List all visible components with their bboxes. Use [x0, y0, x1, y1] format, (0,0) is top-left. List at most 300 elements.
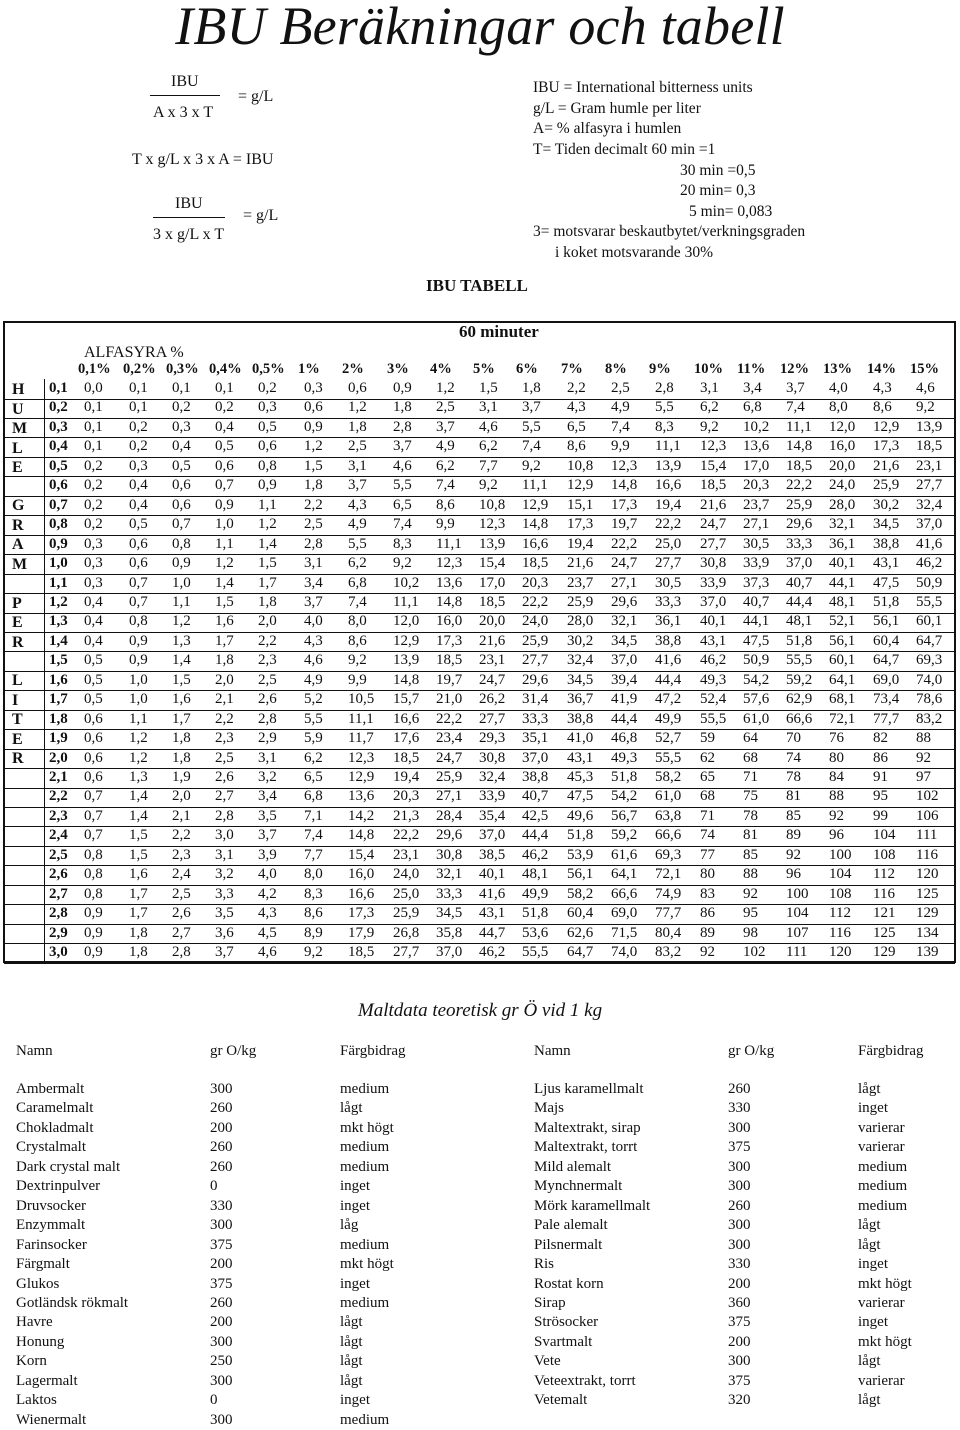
- ibu-table-title: IBU TABELL: [426, 276, 528, 295]
- ibu-cell: 0,8: [172, 535, 191, 552]
- ibu-cell: 0,6: [84, 710, 103, 727]
- ibu-cell: 0,6: [172, 477, 191, 494]
- ibu-cell: 0,8: [129, 613, 148, 630]
- ibu-cell: 61,0: [655, 788, 682, 805]
- ibu-cell: 2,3: [172, 846, 191, 863]
- ibu-cell: 78,6: [916, 691, 943, 708]
- ibu-cell: 3,4: [304, 574, 323, 591]
- ibu-cell: 25,0: [655, 535, 682, 552]
- ibu-cell: 56,1: [829, 632, 856, 649]
- ibu-cell: 38,8: [655, 632, 682, 649]
- ibu-cell: 0,3: [172, 418, 191, 435]
- ibu-cell: 92: [916, 749, 931, 766]
- ibu-cell: 53,9: [567, 846, 594, 863]
- malt-color: inget: [340, 1275, 370, 1292]
- ibu-cell: 74,9: [655, 885, 682, 902]
- malt-gravity: 250: [210, 1353, 233, 1370]
- malt-name: Sirap: [534, 1294, 566, 1311]
- malt-gravity: 360: [728, 1294, 751, 1311]
- ibu-cell: 64,7: [916, 632, 943, 649]
- ibu-cell: 41,0: [567, 730, 594, 747]
- malt-color: mkt högt: [340, 1256, 394, 1273]
- malt-color: varierar: [858, 1119, 905, 1136]
- ibu-cell: 38,8: [567, 710, 594, 727]
- malt-color: medium: [340, 1139, 390, 1156]
- ibu-cell: 0,6: [215, 457, 234, 474]
- ibu-cell: 17,3: [611, 496, 638, 513]
- malt-color: inget: [858, 1314, 888, 1331]
- ibu-cell: 21,0: [436, 691, 463, 708]
- malt-gravity: 300: [210, 1372, 233, 1389]
- ibu-cell: 125: [916, 885, 939, 902]
- ibu-cell: 27,1: [436, 788, 463, 805]
- malt-name: Ris: [534, 1256, 555, 1273]
- ibu-cell: 55,5: [655, 749, 682, 766]
- ibu-cell: 22,2: [393, 827, 420, 844]
- ibu-cell: 27,7: [479, 710, 506, 727]
- ibu-cell: 18,5: [436, 652, 463, 669]
- table-row: [4, 651, 955, 672]
- ibu-cell: 19,4: [567, 535, 594, 552]
- ibu-cell: 12,9: [522, 496, 549, 513]
- ibu-cell: 18,5: [700, 477, 727, 494]
- alpha-header: 0,3%: [166, 361, 199, 377]
- malt-gravity: 260: [728, 1197, 751, 1214]
- malt-name: Farinsocker: [16, 1236, 87, 1253]
- ibu-cell: 74: [786, 749, 801, 766]
- ibu-cell: 11,1: [436, 535, 462, 552]
- alpha-header: 4%: [430, 361, 452, 377]
- ibu-cell: 62: [700, 749, 715, 766]
- ibu-cell: 16,0: [829, 438, 856, 455]
- ibu-cell: 1,2: [129, 749, 148, 766]
- malt-name: Vetemalt: [534, 1392, 588, 1409]
- ibu-cell: 20,0: [479, 613, 506, 630]
- ibu-cell: 3,1: [479, 399, 498, 416]
- ibu-cell: 44,1: [743, 613, 770, 630]
- legend-line: 3= motsvarar beskautbytet/verkningsgraden: [533, 223, 806, 240]
- ibu-cell: 55,5: [786, 652, 813, 669]
- ibu-cell: 104: [829, 866, 852, 883]
- malt-color: medium: [340, 1081, 390, 1097]
- ibu-cell: 41,9: [611, 691, 638, 708]
- ibu-cell: 2,3: [258, 652, 277, 669]
- ibu-cell: 22,2: [655, 516, 682, 533]
- malt-name: Caramelmalt: [16, 1100, 94, 1117]
- hop-amount-cell: 1,1: [49, 574, 68, 591]
- ibu-cell: 9,2: [479, 477, 498, 494]
- ibu-cell: 8,3: [655, 418, 674, 435]
- ibu-cell: 1,8: [172, 730, 191, 747]
- ibu-cell: 92: [786, 846, 801, 863]
- legend-line: 30 min =0,5: [680, 162, 756, 179]
- ibu-cell: 3,3: [215, 885, 234, 902]
- ibu-cell: 25,9: [873, 477, 900, 494]
- ibu-cell: 0,7: [84, 827, 103, 844]
- formula2: T x g/L x 3 x A = IBU: [132, 151, 274, 168]
- table-row: [4, 379, 955, 400]
- ibu-cell: 83,2: [655, 944, 682, 961]
- ibu-cell: 7,4: [522, 438, 541, 455]
- alpha-header: 15%: [910, 361, 939, 377]
- alpha-header: 13%: [823, 361, 852, 377]
- ibu-cell: 84: [829, 769, 844, 785]
- malt-name: Ljus karamellmalt: [534, 1081, 644, 1097]
- malt-name: Mörk karamellmalt: [534, 1197, 651, 1214]
- ibu-cell: 8,0: [348, 613, 367, 630]
- table-row: [4, 710, 955, 731]
- malt-color: inget: [858, 1256, 888, 1273]
- malt-color: lågt: [340, 1333, 363, 1350]
- ibu-cell: 10,8: [479, 496, 506, 513]
- ibu-cell: 19,7: [611, 516, 638, 533]
- ibu-cell: 1,2: [172, 613, 191, 630]
- ibu-cell: 0,4: [84, 613, 103, 630]
- ibu-cell: 0,1: [84, 418, 103, 435]
- ibu-cell: 2,0: [258, 613, 277, 630]
- ibu-cell: 86: [873, 749, 888, 766]
- ibu-cell: 18,5: [479, 593, 506, 610]
- ibu-cell: 4,5: [258, 924, 277, 941]
- ibu-cell: 32,1: [436, 866, 463, 883]
- ibu-cell: 20,3: [393, 788, 420, 805]
- ibu-cell: 1,5: [258, 555, 277, 572]
- ibu-cell: 60,1: [829, 652, 856, 669]
- ibu-cell: 0,8: [84, 885, 103, 902]
- table-row: [4, 612, 955, 633]
- ibu-cell: 1,8: [129, 944, 148, 961]
- ibu-cell: 8,6: [436, 496, 455, 513]
- ibu-cell: 48,1: [829, 593, 856, 610]
- malt-gravity: 200: [210, 1119, 233, 1136]
- ibu-cell: 59,2: [786, 671, 813, 688]
- ibu-cell: 2,2: [258, 632, 277, 649]
- ibu-cell: 2,5: [172, 885, 191, 902]
- malt-title: Maltdata teoretisk gr Ö vid 1 kg: [357, 1000, 603, 1021]
- ibu-cell: 15,7: [393, 691, 420, 708]
- ibu-cell: 88: [829, 788, 844, 805]
- ibu-cell: 1,2: [258, 516, 277, 533]
- ibu-cell: 0,2: [84, 496, 103, 513]
- ibu-cell: 17,0: [743, 457, 770, 474]
- ibu-cell: 6,5: [304, 769, 323, 785]
- ibu-cell: 33,9: [479, 788, 506, 805]
- ibu-cell: 3,1: [258, 749, 277, 766]
- malt-name: Honung: [16, 1333, 65, 1350]
- ibu-cell: 3,1: [700, 380, 719, 396]
- ibu-cell: 4,0: [258, 866, 277, 883]
- ibu-cell: 10,2: [393, 574, 420, 591]
- ibu-cell: 2,7: [215, 788, 234, 805]
- table-row: [4, 924, 955, 945]
- hop-amount-cell: 1,3: [49, 613, 68, 630]
- ibu-cell: 1,8: [129, 924, 148, 941]
- ibu-cell: 3,7: [436, 418, 455, 435]
- malt-name: Wienermalt: [16, 1411, 87, 1428]
- ibu-cell: 96: [786, 866, 801, 883]
- ibu-cell: 9,2: [304, 944, 323, 961]
- malt-color: lågt: [340, 1100, 363, 1117]
- ibu-cell: 0,9: [84, 905, 103, 922]
- ibu-cell: 14,8: [348, 827, 375, 844]
- ibu-cell: 129: [873, 944, 896, 961]
- legend-line: T= Tiden decimalt 60 min =1: [533, 141, 716, 158]
- ibu-cell: 34,5: [611, 632, 638, 649]
- ibu-cell: 9,2: [700, 418, 719, 435]
- ibu-cell: 15,4: [479, 555, 506, 572]
- malt-gravity: 300: [210, 1333, 233, 1350]
- ibu-cell: 38,8: [522, 769, 549, 785]
- hop-amount-cell: 0,8: [49, 516, 68, 533]
- ibu-cell: 20,3: [522, 574, 549, 591]
- malt-name: Glukos: [16, 1275, 60, 1292]
- ibu-cell: 2,8: [304, 535, 323, 552]
- ibu-cell: 7,4: [304, 827, 323, 844]
- ibu-cell: 31,4: [522, 691, 549, 708]
- ibu-cell: 95: [873, 788, 888, 805]
- ibu-cell: 47,5: [743, 632, 770, 649]
- ibu-cell: 35,4: [479, 807, 506, 824]
- ibu-cell: 63,8: [655, 807, 682, 824]
- malt-column-header: Färgbidrag: [340, 1043, 406, 1059]
- malt-color: inget: [340, 1178, 370, 1195]
- ibu-cell: 12,9: [393, 632, 420, 649]
- ibu-cell: 8,6: [567, 438, 586, 455]
- alpha-header: 0,5%: [252, 361, 285, 377]
- ibu-cell: 16,0: [348, 866, 375, 883]
- formula3-result: = g/L: [243, 207, 279, 224]
- ibu-cell: 4,0: [829, 380, 848, 396]
- table-row: [4, 865, 955, 886]
- ibu-cell: 3,7: [258, 827, 277, 844]
- ibu-cell: 14,8: [436, 593, 463, 610]
- formula1-fraction-bar: [150, 95, 220, 96]
- hop-amount-cell: 2,3: [49, 807, 68, 824]
- ibu-cell: 33,9: [700, 574, 727, 591]
- ibu-cell: 1,1: [172, 593, 191, 610]
- ibu-cell: 17,3: [348, 905, 375, 922]
- ibu-cell: 2,4: [172, 866, 191, 883]
- ibu-cell: 1,8: [215, 652, 234, 669]
- ibu-cell: 32,4: [567, 652, 594, 669]
- formula1-numerator: IBU: [171, 73, 199, 90]
- ibu-cell: 24,7: [436, 749, 463, 766]
- malt-gravity: 300: [728, 1158, 751, 1175]
- ibu-cell: 5,5: [393, 477, 412, 494]
- side-letter: R: [12, 750, 24, 767]
- ibu-cell: 71,5: [611, 924, 638, 941]
- ibu-cell: 32,4: [479, 769, 506, 785]
- ibu-cell: 4,6: [258, 944, 277, 961]
- ibu-cell: 0,2: [172, 399, 191, 416]
- malt-color: lågt: [858, 1081, 881, 1097]
- malt-column-header: gr O/kg: [210, 1043, 257, 1059]
- ibu-cell: 3,1: [215, 846, 234, 863]
- table-row: [4, 826, 955, 847]
- ibu-cell: 0,5: [258, 418, 277, 435]
- ibu-cell: 78: [743, 807, 758, 824]
- ibu-cell: 0,9: [84, 924, 103, 941]
- ibu-cell: 27,7: [393, 944, 420, 961]
- ibu-cell: 134: [916, 924, 939, 941]
- ibu-cell: 54,2: [743, 671, 770, 688]
- ibu-cell: 60,4: [873, 632, 900, 649]
- formula3-fraction-bar: [153, 217, 225, 218]
- ibu-cell: 21,3: [393, 807, 420, 824]
- ibu-cell: 28,4: [436, 807, 463, 824]
- malt-name: Mynchnermalt: [534, 1178, 623, 1195]
- ibu-cell: 98: [743, 924, 758, 941]
- ibu-cell: 51,8: [567, 827, 594, 844]
- ibu-cell: 4,9: [348, 516, 367, 533]
- ibu-cell: 5,2: [304, 691, 323, 708]
- ibu-cell: 7,7: [304, 846, 323, 863]
- hop-amount-cell: 2,7: [49, 885, 68, 902]
- formula1-result: = g/L: [238, 88, 274, 105]
- malt-name: Chokladmalt: [16, 1119, 94, 1136]
- ibu-cell: 0,5: [129, 516, 148, 533]
- ibu-cell: 18,5: [393, 749, 420, 766]
- ibu-cell: 0,3: [304, 380, 323, 396]
- malt-name: Enzymmalt: [16, 1217, 86, 1234]
- ibu-cell: 20,0: [829, 457, 856, 474]
- ibu-cell: 27,1: [611, 574, 638, 591]
- ibu-cell: 8,3: [304, 885, 323, 902]
- ibu-cell: 25,0: [393, 885, 420, 902]
- table-row: [4, 943, 955, 964]
- ibu-cell: 8,3: [393, 535, 412, 552]
- ibu-cell: 2,1: [172, 807, 191, 824]
- ibu-cell: 9,2: [916, 399, 935, 416]
- ibu-cell: 37,3: [743, 574, 770, 591]
- malt-gravity: 260: [210, 1100, 233, 1117]
- ibu-cell: 11,1: [393, 593, 419, 610]
- ibu-cell: 91: [873, 769, 888, 785]
- ibu-cell: 0,6: [258, 438, 277, 455]
- ibu-cell: 5,5: [348, 535, 367, 552]
- malt-color: lågt: [858, 1353, 881, 1370]
- ibu-cell: 72,1: [655, 866, 682, 883]
- malt-color: inget: [340, 1197, 370, 1214]
- ibu-cell: 33,3: [655, 593, 682, 610]
- ibu-cell: 64,7: [873, 652, 900, 669]
- ibu-cell: 18,5: [522, 555, 549, 572]
- ibu-cell: 27,7: [522, 652, 549, 669]
- ibu-cell: 6,2: [700, 399, 719, 416]
- ibu-cell: 108: [873, 846, 896, 863]
- ibu-cell: 88: [916, 730, 931, 747]
- malt-color: varierar: [858, 1139, 905, 1156]
- malt-color: låg: [340, 1217, 359, 1234]
- ibu-cell: 46,2: [700, 652, 727, 669]
- ibu-cell: 16,6: [655, 477, 682, 494]
- ibu-cell: 107: [786, 924, 809, 941]
- ibu-cell: 23,1: [393, 846, 420, 863]
- malt-name: Crystalmalt: [16, 1139, 86, 1156]
- table-row: [4, 457, 955, 478]
- malt-name: Dextrinpulver: [16, 1178, 101, 1195]
- ibu-cell: 12,0: [829, 418, 856, 435]
- ibu-cell: 36,1: [655, 613, 682, 630]
- ibu-cell: 66,6: [655, 827, 682, 844]
- ibu-cell: 0,8: [258, 457, 277, 474]
- ibu-cell: 7,4: [611, 418, 630, 435]
- ibu-cell: 12,9: [873, 418, 900, 435]
- hop-amount-cell: 2,8: [49, 905, 68, 922]
- ibu-cell: 6,5: [393, 496, 412, 513]
- ibu-cell: 71: [743, 769, 758, 785]
- table-row: [4, 807, 955, 828]
- ibu-cell: 108: [829, 885, 852, 902]
- legend-line: i koket motsvarande 30%: [555, 244, 713, 261]
- ibu-cell: 1,5: [172, 671, 191, 688]
- malt-color: varierar: [858, 1372, 905, 1389]
- ibu-cell: 6,8: [743, 399, 762, 416]
- ibu-cell: 0,2: [258, 380, 277, 396]
- ibu-cell: 2,3: [215, 730, 234, 747]
- ibu-cell: 14,8: [393, 671, 420, 688]
- ibu-cell: 120: [916, 866, 939, 883]
- ibu-cell: 17,3: [436, 632, 463, 649]
- ibu-cell: 1,0: [215, 516, 234, 533]
- ibu-cell: 73,4: [873, 691, 900, 708]
- ibu-cell: 37,0: [916, 516, 943, 533]
- malt-name: Pale alemalt: [534, 1217, 608, 1234]
- ibu-cell: 99: [873, 807, 888, 824]
- ibu-cell: 4,3: [348, 496, 367, 513]
- ibu-cell: 45,3: [567, 769, 594, 785]
- ibu-cell: 1,0: [129, 691, 148, 708]
- ibu-cell: 1,3: [129, 769, 148, 785]
- malt-gravity: 300: [728, 1353, 751, 1370]
- malt-gravity: 320: [728, 1392, 751, 1409]
- malt-name: Ambermalt: [16, 1081, 85, 1097]
- ibu-cell: 13,9: [655, 457, 682, 474]
- malt-name: Druvsocker: [16, 1197, 86, 1214]
- ibu-cell: 62,6: [567, 924, 594, 941]
- ibu-cell: 12,3: [700, 438, 727, 455]
- alpha-header: 11%: [737, 361, 766, 377]
- ibu-cell: 11,1: [786, 418, 812, 435]
- ibu-cell: 1,3: [172, 632, 191, 649]
- ibu-cell: 3,9: [258, 846, 277, 863]
- ibu-cell: 37,0: [436, 944, 463, 961]
- ibu-cell: 1,8: [258, 593, 277, 610]
- ibu-cell: 12,3: [436, 555, 463, 572]
- ibu-cell: 16,0: [436, 613, 463, 630]
- ibu-cell: 2,6: [172, 905, 191, 922]
- side-letter: L: [12, 672, 23, 689]
- side-letter: U: [12, 401, 24, 418]
- ibu-cell: 12,3: [611, 457, 638, 474]
- hop-amount-cell: 0,2: [49, 399, 68, 416]
- malt-gravity: 330: [728, 1256, 751, 1273]
- ibu-cell: 81: [786, 788, 801, 805]
- ibu-cell: 1,0: [172, 574, 191, 591]
- ibu-cell: 0,4: [172, 438, 191, 455]
- hop-amount-cell: 1,4: [49, 632, 68, 649]
- malt-color: medium: [340, 1158, 390, 1175]
- ibu-cell: 32,4: [916, 496, 943, 513]
- ibu-cell: 8,0: [829, 399, 848, 416]
- ibu-cell: 17,3: [567, 516, 594, 533]
- ibu-cell: 1,4: [215, 574, 234, 591]
- hop-amount-cell: 2,5: [49, 846, 68, 863]
- ibu-cell: 23,4: [436, 730, 463, 747]
- side-letter: R: [12, 517, 24, 534]
- ibu-cell: 52,7: [655, 730, 682, 747]
- ibu-cell: 102: [743, 944, 766, 961]
